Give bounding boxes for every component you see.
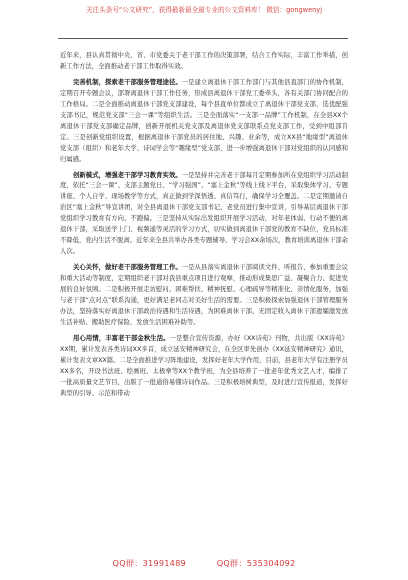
page-footer [0,558,408,569]
paragraph-text: 近年来，县认真贯彻中央、省、市党委关于老干部工作的决策部署，结合工作实际，丰富工作举措，创新工作方法，全面推动老干部工作取得实效。 [60,52,348,70]
paragraph-education [60,171,348,259]
paragraph-life [60,334,348,400]
footer-qq-group-2: QQ群：535304092 [216,558,296,568]
paragraph-text: 一是建立离退休干部工作部门与其他县直部门的协作机制，定期召开专题会议，部署离退休干部工作任务，形成县离退休干部党工委牵头，各有关部门协同配合的工作格局。二是全面推动离退休干部党支部建设，每个县直单位都成立了离退休干部党支部，选优配强支部书记，规范党支部“三会一课”等组织生活。三是全面落实“一支部一品牌”工作机制，在全县XX个离退休干部党支部确定品牌，创新开展机关党支部及离退休党支部联系点党支部工作，受到中组部肯定。三是创新党组织设置，根据离退休干部党员的居住地、兴趣、业余等，成立XX县“地缘型”离退休党支部（组织）和老年大学、诗词学会等“趣缘型”党支部，进一步增强离退休干部对党组织的认同感和归属感。 [60,78,348,163]
paragraph-care [60,263,348,329]
paragraph-text: 一是整合宣传资源，办好《XX诗苑》刊物，共出版《XX诗苑》XX期，累计发表各类诗词XX多首，成立延安精神研究会，在全区率先创办《XX延安精神研究》通讯，累计发表文章XX篇。二是全面推进学习阵地建设，发挥好老年大学作用，目前，县老年大学有注册学员XX多名，开设书法班、绘画班、太极拳等XX个教学班，为全县培养了一批老年优秀文艺人才，编排了一批高质量文艺节目，出版了一批通俗易懂诗词作品。三是积极培树典型，及时进行宣传报道，发挥好典型的引导、示范和带动 [60,334,348,397]
paragraph-text: 一是从县落实离退休干部阅读文件、听报告、参加重要会议和重大活动等制度，定期组织老干部对我县重点项目进行观摩，推动形成集思广益、凝聚合力、促进发展的良好氛围。二是积极开展走访慰问、困难帮扶、精神抚慰、心理疏导等精准化、亲情化服务，加强与老干部“点对点”联系沟通，更好满足老同志对美好生活的需要。三是积极探索加强退休干部管理服务办法，坚持落实好离退休干部政治待遇和生活待遇，为困难离休干部、无固定收入离休干部遗孀激发放生活补贴、搬助医疗保险、发放生活困难补助等。 [60,264,348,326]
footer-qq-group-1: QQ群：31991489 [112,558,186,568]
header-banner-text: 关注头条号“公文研究”，获得最新最全最专业的公文资料库！ 微信：gongwenyj [85,6,323,14]
document-body [60,51,348,405]
paragraph-lead: 完善机制，探索老干部服务管理途径。 [73,78,182,86]
paragraph-lead: 关心关怀，做好老干部服务管理工作。 [73,264,182,272]
header-divider [58,38,348,39]
paragraph-mechanism [60,78,348,166]
paragraph-intro [60,51,348,73]
paragraph-lead: 创新模式，增强老干部学习教育实效。 [73,171,182,179]
paragraph-text: 一是坚持并完善老干部每月定期参加所在党组织学习活动制度，依托“三会一课”、支部主题党日、“学习强国”、“塞上金秋”等线上线下平台，采取集体学习、专题讲座、个人自学、现场教学等方式，真正做到学深悟透、真信笃行，确保学习全覆盖。二是定期邀请自治区“塞上金秋”导宣讲团，对全县离退休干部党支部书记、老党员进行集中宣讲，引导基层离退休干部党组织学习教育有方向、不跑偏。三是坚持从实际出发组织开展学习活动，对年老体弱、行动不便的离退休干部，采取送学上门、视频通等灵活的学习方式，切实做到离退休干部党的教育不缺位，党员标准不降低，党内生活不脱离。近年来全县共举办各类专题辅导、学习会XX余场次，教育培训离退休干部余人次。 [60,171,348,256]
page-header [0,6,408,14]
paragraph-lead: 用心用情，丰富老干部金秋生活。 [73,334,170,342]
